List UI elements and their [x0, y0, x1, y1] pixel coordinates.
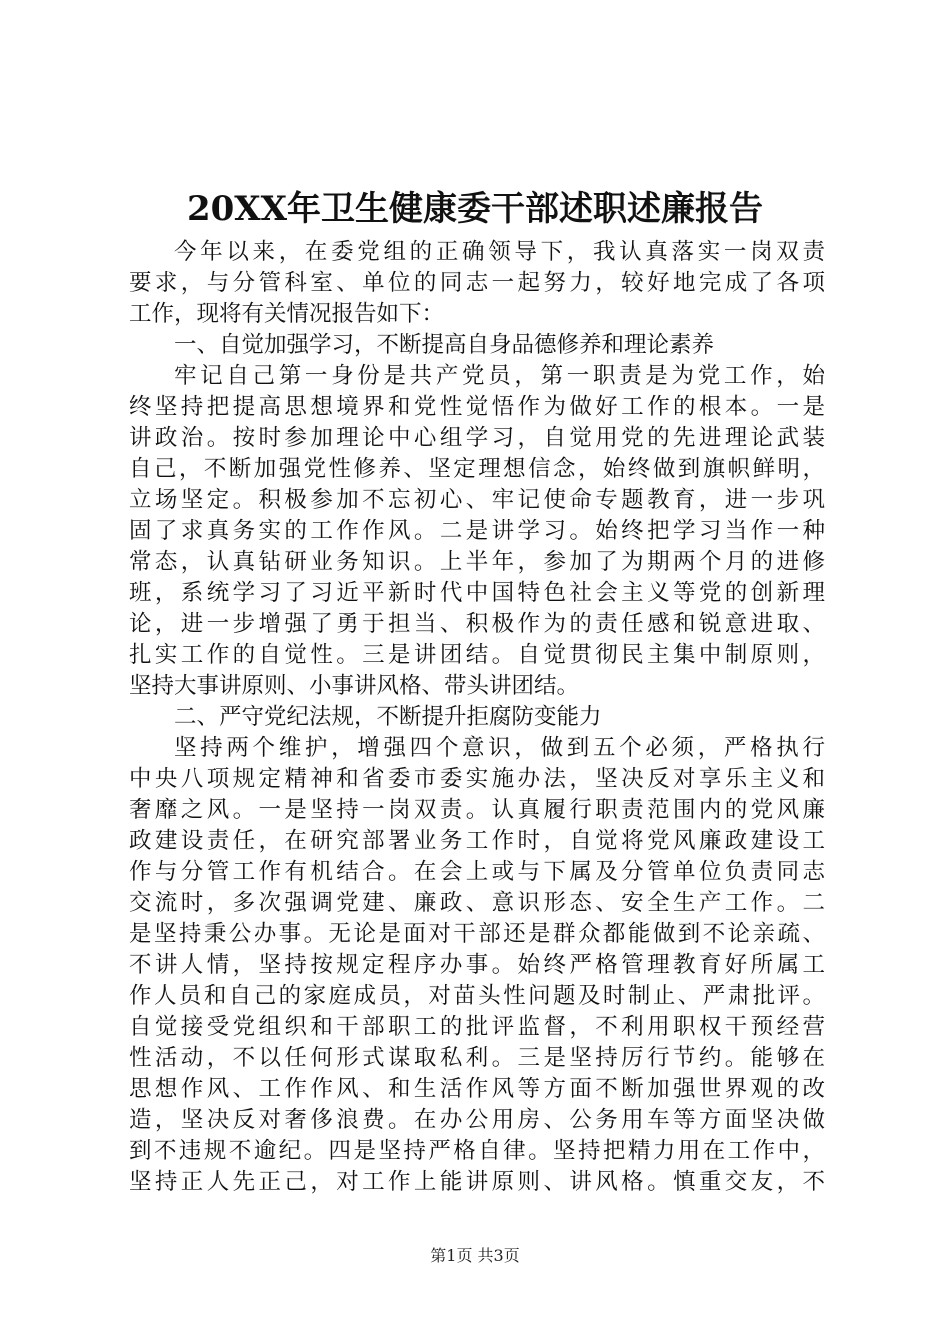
body-line: 坚持正人先正己，对工作上能讲原则、讲风格。慎重交友，不	[129, 1169, 825, 1195]
body-line: 固了求真务实的工作作风。二是讲学习。始终把学习当作一种	[129, 518, 825, 544]
body-line: 扎实工作的自觉性。三是讲团结。自觉贯彻民主集中制原则，	[129, 642, 825, 668]
body-line: 政建设责任，在研究部署业务工作时，自觉将党风廉政建设工	[129, 828, 825, 854]
body-line: 牢记自己第一身份是共产党员，第一职责是为党工作，始	[174, 363, 825, 389]
body-line: 班，系统学习了习近平新时代中国特色社会主义等党的创新理	[129, 580, 825, 606]
body-line: 不讲人情，坚持按规定程序办事。始终严格管理教育好所属工	[129, 952, 825, 978]
body-line: 交流时，多次强调党建、廉政、意识形态、安全生产工作。二	[129, 890, 825, 916]
page-footer: 第1页 共3页	[430, 1246, 520, 1265]
body-line: 造，坚决反对奢侈浪费。在办公用房、公务用车等方面坚决做	[129, 1107, 825, 1133]
body-line: 作与分管工作有机结合。在会上或与下属及分管单位负责同志	[129, 859, 825, 885]
body-line: 自觉接受党组织和干部职工的批评监督，不利用职权干预经营	[129, 1014, 825, 1040]
document-title: 20XX年卫生健康委干部述职述廉报告	[186, 189, 764, 229]
body-line: 到不违规不逾纪。四是坚持严格自律。坚持把精力用在工作中，	[129, 1138, 825, 1164]
body-line: 性活动，不以任何形式谋取私利。三是坚持厉行节约。能够在	[129, 1045, 825, 1071]
body-line: 工作，现将有关情况报告如下：	[129, 301, 445, 327]
document-body	[129, 237, 825, 1198]
body-line: 立场坚定。积极参加不忘初心、牢记使命专题教育，进一步巩	[129, 487, 825, 513]
body-line: 要求，与分管科室、单位的同志一起努力，较好地完成了各项	[129, 270, 825, 296]
body-line: 坚持两个维护，增强四个意识，做到五个必须，严格执行	[174, 735, 825, 761]
body-line: 中央八项规定精神和省委市委实施办法，坚决反对享乐主义和	[129, 766, 825, 792]
body-line: 坚持大事讲原则、小事讲风格、带头讲团结。	[129, 673, 580, 699]
body-line: 奢靡之风。一是坚持一岗双责。认真履行职责范围内的党风廉	[129, 797, 825, 823]
body-line: 二、严守党纪法规，不断提升拒腐防变能力	[174, 704, 602, 730]
body-line: 常态，认真钻研业务知识。上半年，参加了为期两个月的进修	[129, 549, 825, 575]
body-line: 作人员和自己的家庭成员，对苗头性问题及时制止、严肃批评。	[129, 983, 825, 1009]
body-line: 论，进一步增强了勇于担当、积极作为的责任感和锐意进取、	[129, 611, 825, 637]
body-line: 一、自觉加强学习，不断提高自身品德修养和理论素养	[174, 332, 715, 358]
body-line: 自己，不断加强党性修养、坚定理想信念，始终做到旗帜鲜明，	[129, 456, 825, 482]
body-line: 是坚持秉公办事。无论是面对干部还是群众都能做到不论亲疏、	[129, 921, 825, 947]
body-line: 讲政治。按时参加理论中心组学习，自觉用党的先进理论武装	[129, 425, 825, 451]
body-line: 今年以来，在委党组的正确领导下，我认真落实一岗双责	[174, 239, 825, 265]
body-line: 终坚持把提高思想境界和党性觉悟作为做好工作的根本。一是	[129, 394, 825, 420]
body-line: 思想作风、工作作风、和生活作风等方面不断加强世界观的改	[129, 1076, 825, 1102]
